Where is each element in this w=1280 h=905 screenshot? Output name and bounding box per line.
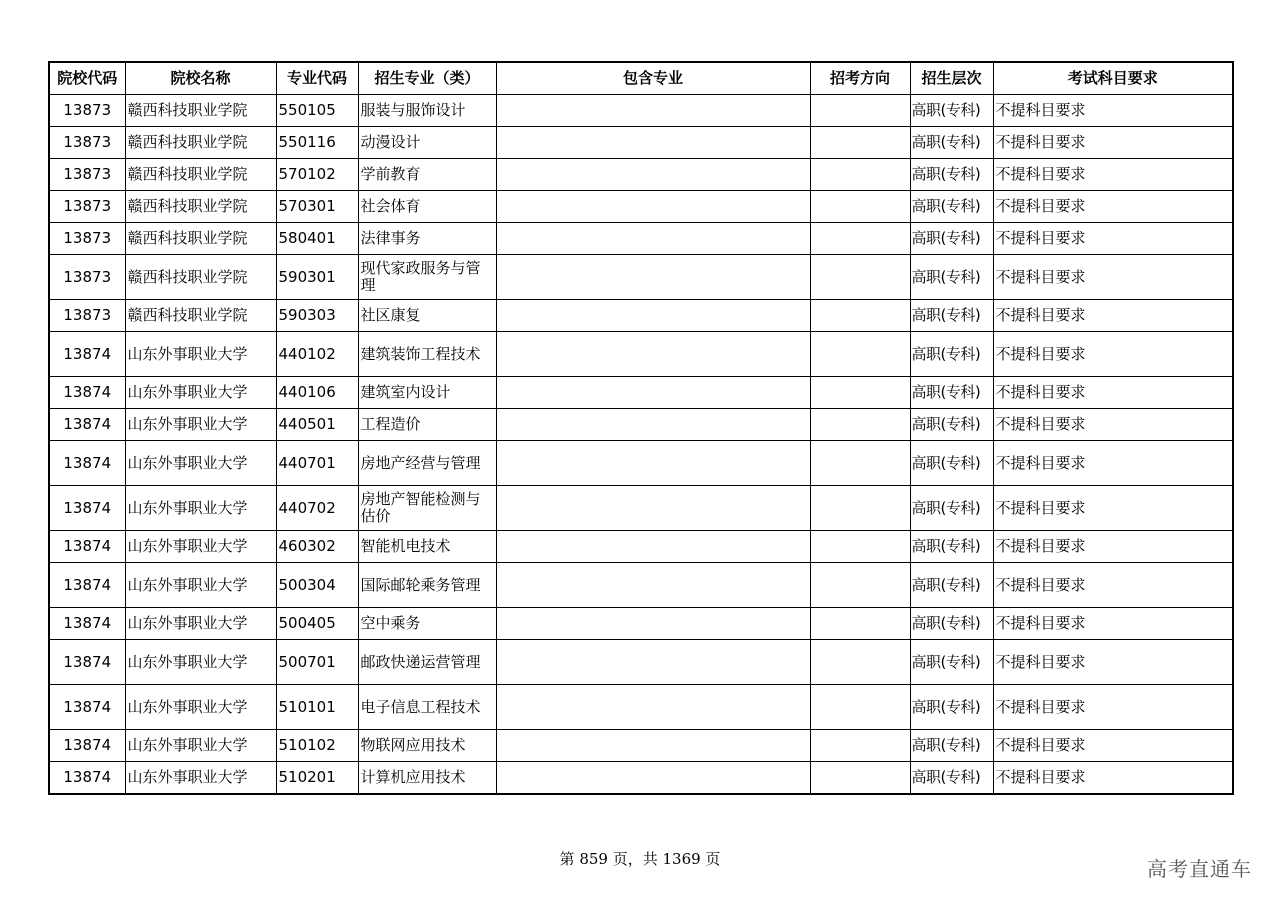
cell-included-majors [496, 608, 810, 640]
table-row [49, 563, 1233, 608]
cell-subject-requirement: 不提科目要求 [993, 95, 1233, 127]
cell-subject-requirement: 不提科目要求 [993, 332, 1233, 377]
cell-level: 高职(专科) [910, 441, 993, 486]
cell-school-name: 赣西科技职业学院 [125, 223, 276, 255]
cell-included-majors [496, 640, 810, 685]
cell-included-majors [496, 685, 810, 730]
cell-school-name: 赣西科技职业学院 [125, 255, 276, 300]
cell-direction [810, 409, 910, 441]
cell-major-code: 460302 [276, 531, 358, 563]
cell-included-majors [496, 127, 810, 159]
cell-subject-requirement: 不提科目要求 [993, 127, 1233, 159]
table-row [49, 640, 1233, 685]
cell-direction [810, 127, 910, 159]
table-row [49, 608, 1233, 640]
cell-school-name: 赣西科技职业学院 [125, 159, 276, 191]
cell-school-name: 山东外事职业大学 [125, 608, 276, 640]
cell-major-name: 空中乘务 [358, 608, 496, 640]
cell-level: 高职(专科) [910, 531, 993, 563]
cell-school-name: 山东外事职业大学 [125, 332, 276, 377]
cell-major-name: 智能机电技术 [358, 531, 496, 563]
cell-level: 高职(专科) [910, 409, 993, 441]
cell-included-majors [496, 486, 810, 531]
cell-direction [810, 255, 910, 300]
cell-direction [810, 486, 910, 531]
cell-major-name: 房地产经营与管理 [358, 441, 496, 486]
header-level: 招生层次 [910, 62, 993, 95]
cell-major-name: 现代家政服务与管理 [358, 255, 496, 300]
cell-included-majors [496, 300, 810, 332]
cell-major-name: 电子信息工程技术 [358, 685, 496, 730]
cell-major-code: 500701 [276, 640, 358, 685]
cell-subject-requirement: 不提科目要求 [993, 730, 1233, 762]
header-direction: 招考方向 [810, 62, 910, 95]
header-school-name: 院校名称 [125, 62, 276, 95]
cell-direction [810, 223, 910, 255]
cell-school-code: 13873 [49, 159, 125, 191]
cell-major-name: 社会体育 [358, 191, 496, 223]
cell-level: 高职(专科) [910, 332, 993, 377]
cell-subject-requirement: 不提科目要求 [993, 762, 1233, 795]
cell-major-code: 500304 [276, 563, 358, 608]
cell-level: 高职(专科) [910, 255, 993, 300]
cell-school-name: 赣西科技职业学院 [125, 191, 276, 223]
cell-school-code: 13874 [49, 608, 125, 640]
cell-school-name: 山东外事职业大学 [125, 486, 276, 531]
cell-level: 高职(专科) [910, 300, 993, 332]
cell-subject-requirement: 不提科目要求 [993, 640, 1233, 685]
cell-major-code: 570301 [276, 191, 358, 223]
cell-school-code: 13874 [49, 563, 125, 608]
cell-school-code: 13873 [49, 95, 125, 127]
table-row [49, 95, 1233, 127]
cell-level: 高职(专科) [910, 730, 993, 762]
cell-direction [810, 730, 910, 762]
table-row [49, 191, 1233, 223]
cell-included-majors [496, 159, 810, 191]
cell-major-name: 建筑装饰工程技术 [358, 332, 496, 377]
cell-major-name: 法律事务 [358, 223, 496, 255]
cell-major-code: 500405 [276, 608, 358, 640]
cell-school-code: 13874 [49, 762, 125, 795]
page-number: 第 859 页，共 1369 页 [559, 850, 721, 868]
cell-school-code: 13874 [49, 377, 125, 409]
cell-major-code: 590303 [276, 300, 358, 332]
header-major-code: 专业代码 [276, 62, 358, 95]
table-row [49, 223, 1233, 255]
cell-school-name: 山东外事职业大学 [125, 762, 276, 795]
cell-school-code: 13874 [49, 332, 125, 377]
cell-direction [810, 608, 910, 640]
cell-school-name: 赣西科技职业学院 [125, 127, 276, 159]
cell-direction [810, 762, 910, 795]
cell-major-code: 580401 [276, 223, 358, 255]
cell-level: 高职(专科) [910, 685, 993, 730]
table-row [49, 531, 1233, 563]
cell-direction [810, 563, 910, 608]
table-row [49, 486, 1233, 531]
table-row [49, 409, 1233, 441]
cell-included-majors [496, 377, 810, 409]
cell-school-code: 13874 [49, 640, 125, 685]
cell-subject-requirement: 不提科目要求 [993, 159, 1233, 191]
cell-included-majors [496, 531, 810, 563]
table-row [49, 685, 1233, 730]
cell-major-code: 550105 [276, 95, 358, 127]
cell-direction [810, 332, 910, 377]
cell-school-code: 13874 [49, 531, 125, 563]
cell-included-majors [496, 95, 810, 127]
cell-subject-requirement: 不提科目要求 [993, 300, 1233, 332]
cell-school-code: 13873 [49, 300, 125, 332]
cell-school-name: 山东外事职业大学 [125, 531, 276, 563]
cell-school-code: 13874 [49, 486, 125, 531]
cell-major-name: 服装与服饰设计 [358, 95, 496, 127]
cell-included-majors [496, 730, 810, 762]
cell-included-majors [496, 255, 810, 300]
header-major-name: 招生专业（类） [358, 62, 496, 95]
table-row [49, 127, 1233, 159]
cell-major-code: 590301 [276, 255, 358, 300]
cell-direction [810, 441, 910, 486]
header-school-code: 院校代码 [49, 62, 125, 95]
enrollment-table [48, 61, 1234, 795]
table-row [49, 730, 1233, 762]
cell-subject-requirement: 不提科目要求 [993, 563, 1233, 608]
cell-subject-requirement: 不提科目要求 [993, 191, 1233, 223]
cell-major-code: 510101 [276, 685, 358, 730]
cell-direction [810, 95, 910, 127]
cell-subject-requirement: 不提科目要求 [993, 409, 1233, 441]
cell-direction [810, 159, 910, 191]
cell-major-name: 社区康复 [358, 300, 496, 332]
cell-major-code: 440106 [276, 377, 358, 409]
cell-major-code: 550116 [276, 127, 358, 159]
watermark-text: 高考直通车 [1147, 857, 1252, 881]
cell-school-code: 13874 [49, 441, 125, 486]
cell-level: 高职(专科) [910, 127, 993, 159]
header-included-majors: 包含专业 [496, 62, 810, 95]
header-row [49, 62, 1233, 95]
cell-level: 高职(专科) [910, 640, 993, 685]
cell-subject-requirement: 不提科目要求 [993, 441, 1233, 486]
cell-direction [810, 640, 910, 685]
cell-school-name: 山东外事职业大学 [125, 640, 276, 685]
cell-level: 高职(专科) [910, 486, 993, 531]
cell-direction [810, 300, 910, 332]
cell-level: 高职(专科) [910, 563, 993, 608]
cell-subject-requirement: 不提科目要求 [993, 531, 1233, 563]
cell-major-code: 440102 [276, 332, 358, 377]
cell-school-code: 13874 [49, 730, 125, 762]
cell-level: 高职(专科) [910, 95, 993, 127]
cell-school-name: 山东外事职业大学 [125, 409, 276, 441]
cell-major-code: 440702 [276, 486, 358, 531]
cell-major-name: 房地产智能检测与估价 [358, 486, 496, 531]
cell-level: 高职(专科) [910, 159, 993, 191]
cell-school-name: 山东外事职业大学 [125, 441, 276, 486]
table-body [49, 95, 1233, 795]
cell-major-name: 工程造价 [358, 409, 496, 441]
cell-major-name: 动漫设计 [358, 127, 496, 159]
table-header [49, 62, 1233, 95]
table-row [49, 762, 1233, 795]
table-row [49, 255, 1233, 300]
cell-included-majors [496, 191, 810, 223]
table-row [49, 159, 1233, 191]
cell-major-name: 建筑室内设计 [358, 377, 496, 409]
header-subject-requirement: 考试科目要求 [993, 62, 1233, 95]
cell-direction [810, 191, 910, 223]
table-row [49, 441, 1233, 486]
cell-school-name: 山东外事职业大学 [125, 685, 276, 730]
cell-school-name: 山东外事职业大学 [125, 563, 276, 608]
cell-subject-requirement: 不提科目要求 [993, 685, 1233, 730]
cell-school-name: 赣西科技职业学院 [125, 95, 276, 127]
cell-level: 高职(专科) [910, 223, 993, 255]
cell-major-code: 510102 [276, 730, 358, 762]
cell-major-name: 国际邮轮乘务管理 [358, 563, 496, 608]
cell-major-name: 邮政快递运营管理 [358, 640, 496, 685]
table-row [49, 332, 1233, 377]
cell-major-name: 物联网应用技术 [358, 730, 496, 762]
cell-school-name: 山东外事职业大学 [125, 730, 276, 762]
cell-included-majors [496, 332, 810, 377]
cell-included-majors [496, 409, 810, 441]
cell-school-code: 13874 [49, 409, 125, 441]
cell-school-name: 赣西科技职业学院 [125, 300, 276, 332]
cell-major-code: 440701 [276, 441, 358, 486]
cell-direction [810, 377, 910, 409]
cell-included-majors [496, 762, 810, 795]
cell-included-majors [496, 223, 810, 255]
table-row [49, 377, 1233, 409]
cell-subject-requirement: 不提科目要求 [993, 608, 1233, 640]
cell-direction [810, 685, 910, 730]
cell-school-code: 13873 [49, 255, 125, 300]
cell-major-name: 学前教育 [358, 159, 496, 191]
cell-school-code: 13874 [49, 685, 125, 730]
cell-subject-requirement: 不提科目要求 [993, 377, 1233, 409]
cell-direction [810, 531, 910, 563]
cell-subject-requirement: 不提科目要求 [993, 255, 1233, 300]
enrollment-table-container [48, 61, 1234, 795]
cell-level: 高职(专科) [910, 191, 993, 223]
cell-level: 高职(专科) [910, 608, 993, 640]
table-row [49, 300, 1233, 332]
cell-included-majors [496, 563, 810, 608]
cell-major-code: 510201 [276, 762, 358, 795]
cell-subject-requirement: 不提科目要求 [993, 223, 1233, 255]
cell-school-code: 13873 [49, 223, 125, 255]
cell-level: 高职(专科) [910, 377, 993, 409]
cell-included-majors [496, 441, 810, 486]
cell-subject-requirement: 不提科目要求 [993, 486, 1233, 531]
cell-school-name: 山东外事职业大学 [125, 377, 276, 409]
cell-major-code: 440501 [276, 409, 358, 441]
cell-level: 高职(专科) [910, 762, 993, 795]
cell-major-name: 计算机应用技术 [358, 762, 496, 795]
cell-school-code: 13873 [49, 127, 125, 159]
cell-major-code: 570102 [276, 159, 358, 191]
cell-school-code: 13873 [49, 191, 125, 223]
